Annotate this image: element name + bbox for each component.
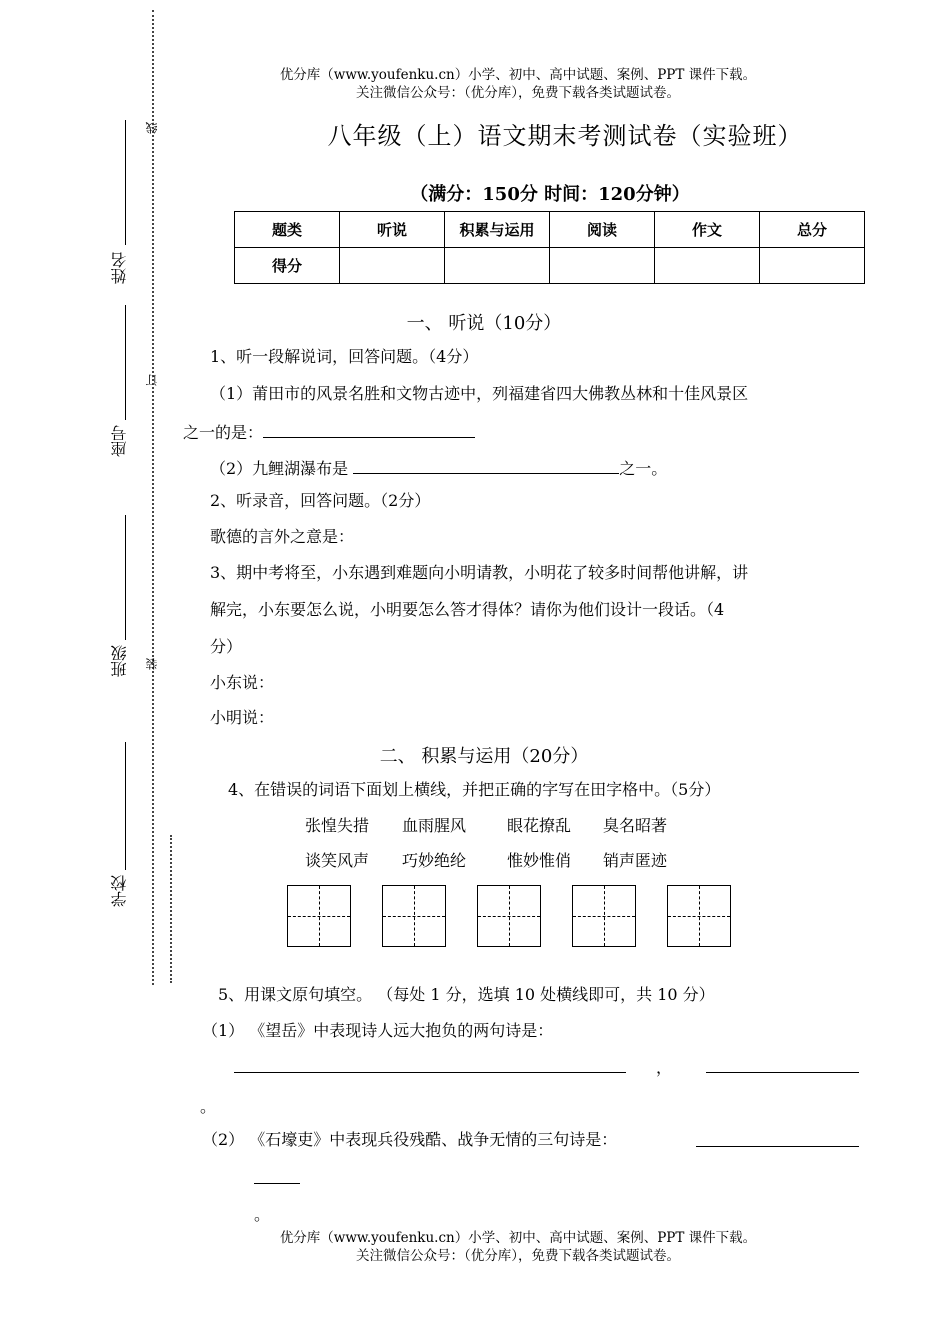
seat-label: 座号 [110, 425, 129, 457]
score-header-cell: 听说 [340, 212, 445, 248]
question-3-xiaoming: 小明说： [210, 708, 275, 727]
footer-line-2: 关注微信公众号：（优分库），免费下载各类试题试卷。 [356, 1248, 680, 1264]
question-2-sub: 歌德的言外之意是： [210, 527, 355, 546]
score-header-cell: 作文 [655, 212, 760, 248]
binding-mark-zhuang: 装 [145, 658, 159, 670]
binding-dotted-line-short [170, 835, 172, 983]
answer-blank-1-1[interactable] [263, 421, 475, 438]
score-cell[interactable] [760, 248, 865, 284]
answer-blank-5-1b[interactable] [706, 1072, 859, 1073]
tianzige-box[interactable] [477, 885, 541, 947]
score-row-label: 得分 [235, 248, 340, 284]
question-1-2-prefix: （2）九鲤湖瀑布是 [210, 459, 349, 478]
score-cell[interactable] [655, 248, 760, 284]
question-5: 5、用课文原句填空。 （每处 1 分，选填 10 处横线即可，共 10 分） [218, 985, 715, 1004]
answer-blank-1-2[interactable] [353, 457, 619, 474]
section-1-title: 一、 听说（10分） [406, 313, 562, 334]
question-3-xiaodong: 小东说： [210, 673, 275, 692]
question-1-2-suffix: 之一。 [619, 459, 668, 478]
word-item[interactable]: 血雨腥风 [402, 816, 467, 835]
question-5-1: （1） 《望岳》中表现诗人远大抱负的两句诗是： [202, 1021, 554, 1040]
school-label: 学校 [110, 875, 129, 907]
score-header-cell: 阅读 [550, 212, 655, 248]
word-item[interactable]: 谈笑风声 [305, 851, 370, 870]
score-cell[interactable] [340, 248, 445, 284]
binding-mark-xian: 线 [145, 122, 159, 134]
question-2: 2、听录音，回答问题。（2分） [210, 491, 431, 510]
answer-blank-5-2b[interactable] [254, 1183, 300, 1184]
word-item[interactable]: 巧妙绝纶 [402, 851, 467, 870]
word-item[interactable]: 惟妙惟俏 [507, 851, 572, 870]
tianzige-box[interactable] [382, 885, 446, 947]
exam-subtitle: （满分：150分 时间：120分钟） [410, 184, 690, 205]
binding-dotted-line [152, 10, 154, 985]
score-table-score-row [235, 248, 865, 284]
score-table [234, 211, 865, 284]
question-5-1-end: 。 [200, 1097, 217, 1116]
footer-line-1: 优分库（www.youfenku.cn）小学、初中、高中试题、案例、PPT 课件下载。 [279, 1230, 757, 1246]
question-3-line-a: 3、期中考将至，小东遇到难题向小明请教，小明花了较多时间帮他讲解，讲 [210, 563, 749, 582]
tianzige-box[interactable] [667, 885, 731, 947]
question-3-line-c: 分） [210, 637, 243, 656]
score-header-cell: 总分 [760, 212, 865, 248]
binding-mark-ding: 订 [145, 374, 159, 386]
class-underline [125, 515, 126, 640]
tianzige-box[interactable] [287, 885, 351, 947]
question-5-2-end: 。 [254, 1205, 271, 1224]
word-item[interactable]: 张惶失措 [305, 816, 370, 835]
score-cell[interactable] [550, 248, 655, 284]
question-5-2: （2） 《石壕吏》中表现兵役残酷、战争无情的三句诗是： [202, 1130, 618, 1149]
question-1-1-line-b [183, 421, 475, 443]
question-1-1-prefix: 之一的是： [183, 423, 264, 442]
score-header-cell: 积累与运用 [445, 212, 550, 248]
class-label: 班级 [110, 645, 129, 677]
name-label: 姓名 [110, 252, 129, 284]
question-1: 1、听一段解说词，回答问题。（4分） [210, 347, 479, 366]
score-header-cell: 题类 [235, 212, 340, 248]
word-item[interactable]: 臭名昭著 [603, 816, 668, 835]
question-1-1-line-a: （1）莆田市的风景名胜和文物古迹中，列福建省四大佛教丛林和十佳风景区 [210, 384, 749, 403]
answer-blank-5-1a[interactable] [234, 1072, 626, 1073]
score-cell[interactable] [445, 248, 550, 284]
score-table-header-row [235, 212, 865, 248]
tianzige-box[interactable] [572, 885, 636, 947]
question-5-1-comma: ， [656, 1058, 673, 1077]
word-item[interactable]: 眼花撩乱 [507, 816, 572, 835]
section-2-title: 二、 积累与运用（20分） [379, 746, 589, 767]
question-1-2 [210, 457, 667, 479]
word-item[interactable]: 销声匿迹 [603, 851, 668, 870]
answer-blank-5-2a[interactable] [696, 1146, 859, 1147]
exam-title: 八年级（上）语文期末考测试卷（实验班） [327, 122, 803, 150]
question-4: 4、在错误的词语下面划上横线，并把正确的字写在田字格中。（5分） [228, 780, 721, 799]
question-3-line-b: 解完，小东要怎么说，小明要怎么答才得体？请你为他们设计一段话。（4 [210, 600, 725, 619]
header-line-1: 优分库（www.youfenku.cn）小学、初中、高中试题、案例、PPT 课件下载。 [279, 67, 757, 83]
header-line-2: 关注微信公众号：（优分库），免费下载各类试题试卷。 [356, 85, 680, 101]
